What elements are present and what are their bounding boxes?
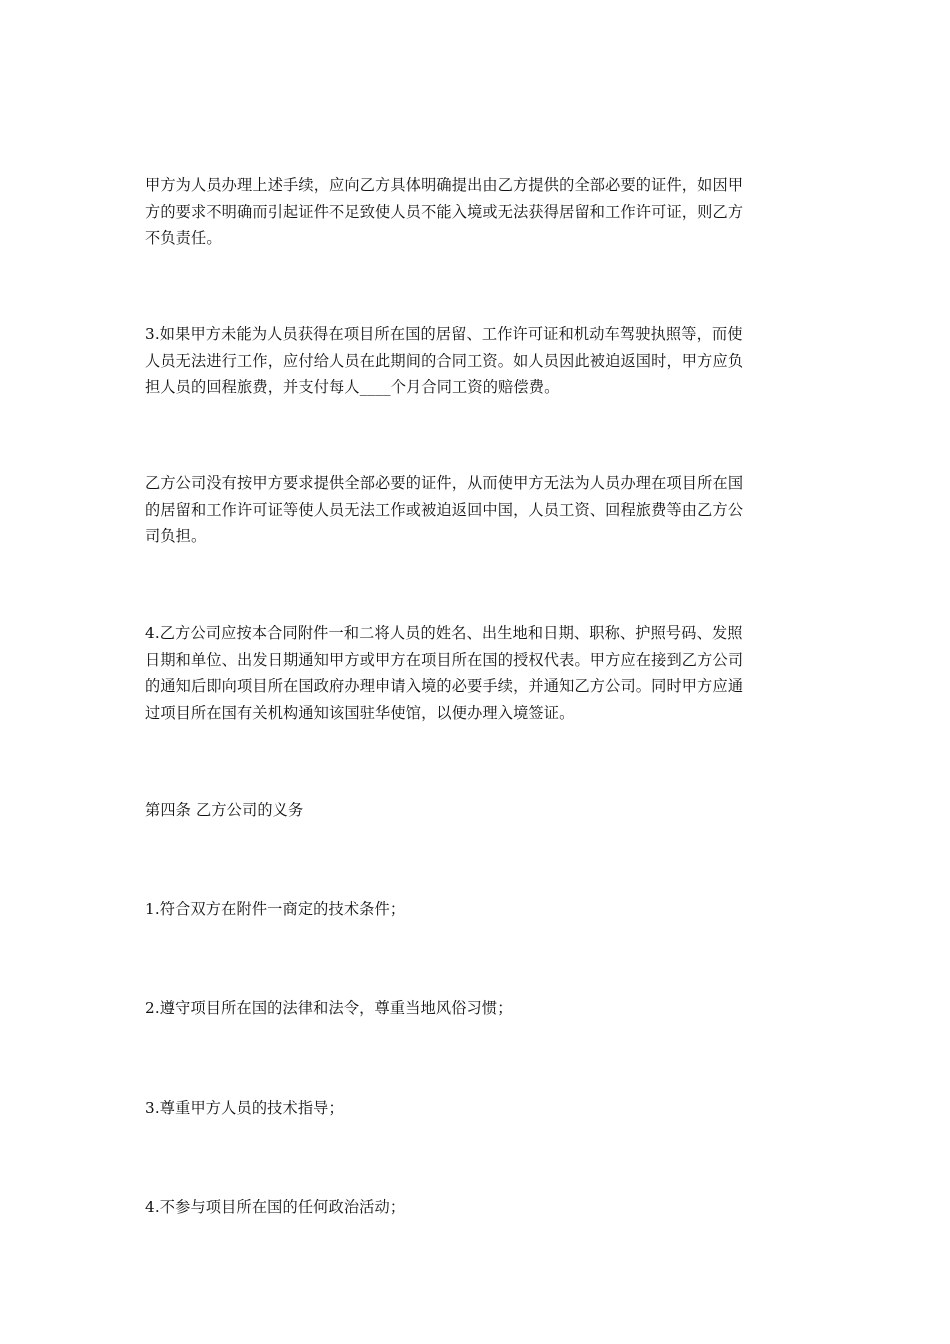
text-line: 3.如果甲方未能为人员获得在项目所在国的居留、工作许可证和机动车驾驶执照等，而使 <box>145 325 743 343</box>
section-heading-article-4 <box>145 797 805 824</box>
text-line: 甲方为人员办理上述手续，应向乙方具体明确提出由乙方提供的全部必要的证件，如因甲 <box>145 176 744 194</box>
paragraph-clause-4-notification <box>145 620 805 726</box>
text-line: 4.乙方公司应按本合同附件一和二将人员的姓名、出生地和日期、职称、护照号码、发照 <box>145 624 743 642</box>
text-line: 日期和单位、出发日期通知甲方或甲方在项目所在国的授权代表。甲方应在接到乙方公司 <box>145 650 744 669</box>
text-line: 4.不参与项目所在国的任何政治活动； <box>145 1198 406 1216</box>
paragraph-party-b-documents <box>145 470 805 550</box>
text-line: 过项目所在国有关机构通知该国驻华使馆，以便办理入境签证。 <box>145 703 575 722</box>
paragraph-clause-3-permits <box>145 321 805 401</box>
obligation-item-3 <box>145 1095 805 1122</box>
text-line: 3.尊重甲方人员的技术指导； <box>145 1099 344 1117</box>
text-line: 2.遵守项目所在国的法律和法令，尊重当地风俗习惯； <box>145 999 513 1017</box>
text-line: 的通知后即向项目所在国政府办理申请入境的必要手续，并通知乙方公司。同时甲方应通 <box>145 677 744 695</box>
text-line: 不负责任。 <box>145 229 222 247</box>
text-line: 的居留和工作许可证等使人员无法工作或被迫返回中国，人员工资、回程旅费等由乙方公 <box>145 500 744 519</box>
obligation-item-1 <box>145 896 805 923</box>
text-line: 人员无法进行工作，应付给人员在此期间的合同工资。如人员因此被迫返国时，甲方应负 <box>145 351 744 370</box>
paragraph-document-requirements <box>145 172 805 252</box>
text-line: 1.符合双方在附件一商定的技术条件； <box>145 900 406 918</box>
text-line: 担人员的回程旅费，并支付每人____个月合同工资的赔偿费。 <box>145 378 560 396</box>
text-line: 方的要求不明确而引起证件不足致使人员不能入境或无法获得居留和工作许可证，则乙方 <box>145 202 744 221</box>
obligation-item-4 <box>145 1194 805 1221</box>
heading-text: 第四条 乙方公司的义务 <box>145 801 304 819</box>
obligation-item-2 <box>145 995 805 1022</box>
text-line: 司负担。 <box>145 527 207 545</box>
text-line: 乙方公司没有按甲方要求提供全部必要的证件，从而使甲方无法为人员办理在项目所在国 <box>145 474 744 492</box>
